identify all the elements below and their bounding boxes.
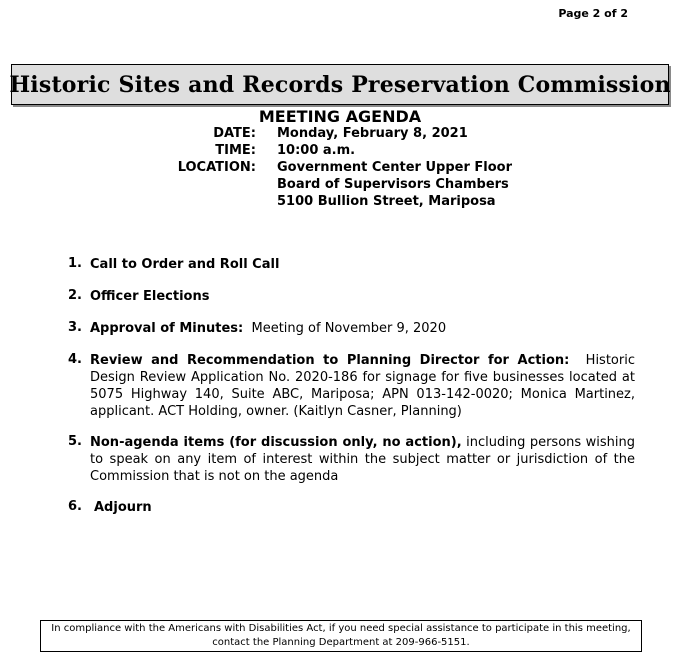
item-description: including persons wishing to speak on any item of interest within the subject matter or jurisdiction of the Commission that is not on the agenda — [90, 435, 635, 484]
item-number: 6. — [68, 499, 82, 514]
item-description: Historic Design Review Application No. 2020-186 for signage for five businesses located at 5075 Highway 140, Suite ABC, Mariposa; APN 013-142-0020; Monica Martinez, applicant. ACT Holding, owner. (Kaitlyn Casner, Planning) — [90, 353, 635, 419]
meeting-location-row — [0, 160, 680, 177]
date-label: DATE: — [213, 126, 256, 141]
time-value: 10:00 a.m. — [277, 143, 356, 158]
agenda-item — [68, 499, 635, 516]
item-number: 5. — [68, 434, 82, 449]
item-title: Approval of Minutes: — [90, 321, 244, 336]
item-number: 3. — [68, 320, 82, 335]
item-title: Call to Order and Roll Call — [90, 257, 280, 272]
item-number: 1. — [68, 256, 82, 271]
ada-notice-line2: contact the Planning Department at 209-966-5151. — [212, 637, 470, 648]
meeting-date-row — [0, 126, 680, 143]
meeting-location-row-2 — [0, 177, 680, 194]
meeting-location-row-3 — [0, 194, 680, 211]
item-title: Review and Recommendation to Planning Director for Action: — [90, 353, 570, 368]
ada-notice-line1: In compliance with the Americans with Disabilities Act, if you need special assistance to participate in this meeting, — [51, 623, 631, 634]
item-title: Non-agenda items (for discussion only, no action), — [90, 435, 462, 450]
location-value-line1: Government Center Upper Floor — [277, 160, 513, 175]
page-number: Page 2 of 2 — [558, 7, 628, 20]
date-value: Monday, February 8, 2021 — [277, 126, 468, 141]
agenda-item — [68, 434, 635, 485]
location-value-line3: 5100 Bullion Street, Mariposa — [277, 194, 496, 209]
item-title: Adjourn — [94, 500, 152, 515]
agenda-item — [68, 288, 635, 305]
item-number: 4. — [68, 352, 82, 367]
meeting-time-row — [0, 143, 680, 160]
agenda-heading-text: MEETING AGENDA — [258, 107, 422, 126]
item-title: Officer Elections — [90, 289, 210, 304]
item-number: 2. — [68, 288, 82, 303]
ada-notice — [40, 620, 642, 652]
location-value-line2: Board of Supervisors Chambers — [277, 177, 509, 192]
agenda-item — [68, 320, 635, 337]
agenda-item — [68, 256, 635, 273]
time-label: TIME: — [215, 143, 256, 158]
commission-title: Historic Sites and Records Preservation Commission — [9, 71, 671, 98]
meeting-details — [0, 126, 680, 211]
item-description: Meeting of November 9, 2020 — [251, 321, 447, 336]
location-label: LOCATION: — [177, 160, 256, 175]
commission-title-banner — [11, 64, 669, 105]
agenda-heading — [0, 107, 680, 126]
agenda-item — [68, 352, 635, 420]
